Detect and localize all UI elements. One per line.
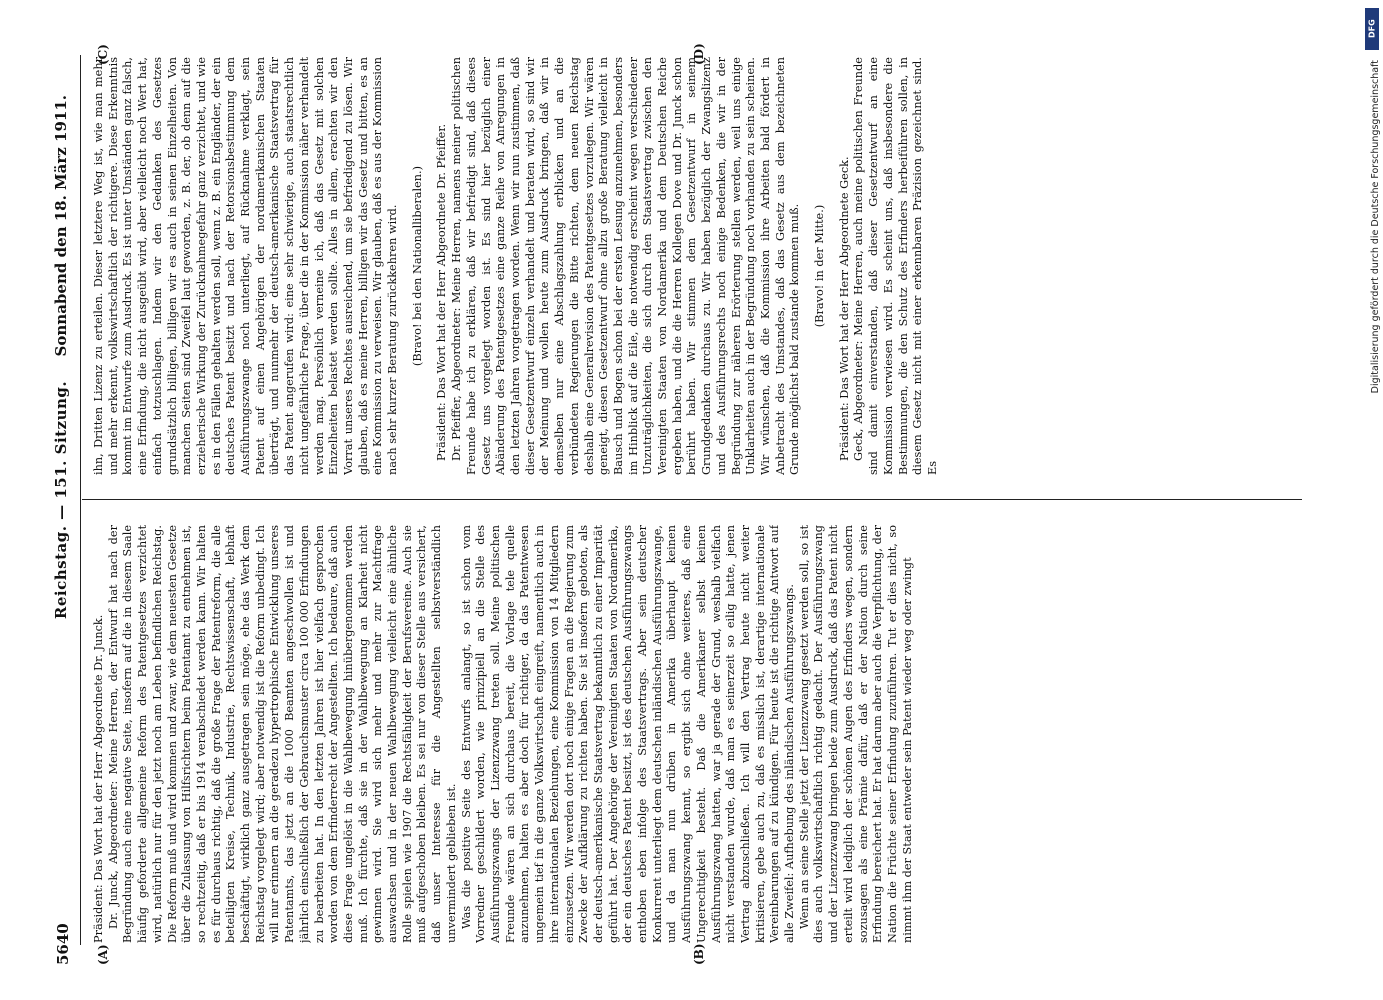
session-date: Sonnabend den 18. März 1911.	[51, 95, 70, 357]
digitization-credit: Digitalisierung gefördert durch die Deutsche Forschungsgemeinschaft	[1370, 60, 1381, 394]
margin-mark-a: (A)	[95, 944, 110, 965]
page-header	[52, 35, 82, 965]
paragraph: Präsident: Das Wort hat der Herr Abgeordnete Dr. Pfeiffer.	[434, 123, 448, 461]
paragraph: Dr. Pfeiffer, Abgeordneter: Meine Herren, namens meiner politischen Freunde habe ich zu erklären, daß wir befriedigt sind, daß dieses Gesetz uns vorgelegt worden ist. Es sind hier bezüglich einer Abänderung des Patentgesetzes eine ganze Reihe von Anregungen in den letzten Jahren vorgetragen worden. Wenn wir nun zustimmen, daß dieser Gesetzentwurf einzeln verhandelt und beraten wird, so sind wir der Meinung und wollen heute zum Ausdruck bringen, daß wir in demselben nur eine Abschlagszahlung erblicken und an die verbündeten Regierungen die Bitte richten, dem neuen Reichstag deshalb eine Generalrevision des Patentgesetzes vorzulegen. Wir wären geneigt, diesen Gesetzentwurf ohne allzu große Beratung vielleicht in Bausch und Bogen schon bei der ersten Lesung anzunehmen, besonders im Hinblick auf die Eile, die notwendig erscheint wegen verschiedener Unzuträglichkeiten, die sich durch den Staatsvertrag zwischen den Vereinigten Staaten von Nordamerika und dem Deutschen Reiche ergeben haben, und die die Herren Kollegen Dove und Dr. Junck schon berührt haben. Wir stimmen dem Gesetzentwurf in seinem Grundgedanken durchaus zu. Wir haben bezüglich der Zwangslizenz und des Ausführungsrechts noch einige Bedenken, die wir in der Begründung zur näheren Erörterung stellen werden, weil uns einige Unklarheiten auch in der Begründung noch vorhanden zu sein scheinen. Wir wünschen, daß die Kommission ihre Arbeiten bald fördert in Anbetracht des Umstandes, daß das Gesetz aus dem bezeichneten Grunde möglichst bald zustande kommen muß.	[449, 57, 801, 475]
dfg-logo: DFG	[1365, 8, 1379, 50]
paragraph: Dr. Junck, Abgeordneter: Meine Herren, der Entwurf hat nach der Begründung auch eine negative Seite, insofern auf die in diesem Saale häufig geforderte allgemeine Reform des Patentgesetzes verzichtet wird, natürlich nur für den jetzt noch am Leben befindlichen Reichstag. Die Reform muß und wird kommen und zwar, wie dem neuesten Gesetze über die Zulassung von Hilfsrichtern beim Patentamt zu entnehmen ist, so rechtzeitig, daß er bis 1914 verabschiedet werden kann. Wir halten es für durchaus richtig, daß die große Frage der Patentreform, die alle beteiligten Kreise, Technik, Industrie, Rechtswissenschaft, lebhaft beschäftigt, wirklich ganz ausgetragen sein möge, ehe das Werk dem Reichstag vorgelegt wird; aber notwendig ist die Reform unbedingt. Ich will nur erinnern an die geradezu hypertrophische Entwicklung unseres Patentamts, das jetzt an die 1000 Beamten angeschwollen ist und jährlich einschließlich der Gebrauchsmuster circa 100 000 Erfindungen zu bearbeiten hat. In den letzten Jahren ist hier vielfach gesprochen worden von dem Erfinderrecht der Angestellten. Ich bedaure, daß auch diese Frage ungelöst in die Wahlbewegung hinübergenommen werden muß. Ich fürchte, daß sie in der Wahlbewegung an Klarheit nicht gewinnen wird. Sie wird sich mehr und mehr zur Machtfrage auswachsen und in der neuen Wahlbewegung vielleicht eine ähnliche Rolle spielen wie 1907 die Rechtsfähigkeit der Berufsvereine. Auch sie muß aufgeschoben bleiben. Es sei nur von dieser Stelle aus versichert, daß unser Interesse für die Angestellten selbstverständlich unvermindert geblieben ist.	[106, 525, 458, 943]
margin-mark-c: (C)	[95, 44, 110, 65]
right-column	[92, 57, 1292, 475]
paragraph: Geck, Abgeordneter: Meine Herren, auch meine politischen Freunde sind damit einverstanden, daß dieser Gesetzentwurf an eine Kommission verwiesen wird. Es scheint uns, daß insbesondere die Bestimmungen, die den Schutz des Erfinders herbeiführen sollen, in diesem Gesetz nicht mit einer erkennbaren Präzision gezeichnet sind. Es	[851, 57, 939, 475]
applause-note: (Bravo! in der Mitte.)	[812, 204, 826, 328]
left-column	[92, 525, 1292, 943]
paragraph: Präsident: Das Wort hat der Herr Abgeordnete Geck.	[837, 156, 851, 461]
margin-mark-d: (D)	[691, 43, 706, 65]
paragraph: Wenn an seine Stelle jetzt der Lizenzzwang gesetzt werden soll, so ist dies auch volkswirtschaftlich richtig gedacht. Der Ausführungszwang und der Lizenzzwang bringen beide zum Ausdruck, daß das Patent nicht erteilt wird lediglich der schönen Augen des Erfinders wegen, sondern sozusagen als eine Prämie dafür, daß er der Nation durch seine Erfindung bereichert hat. Er hat darum aber auch die Verpflichtung, der Nation die Früchte seiner Erfindung zuzuführen. Tut er dies nicht, so nimmt ihm der Staat entweder sein Patent wieder weg oder zwingt	[797, 525, 914, 943]
paragraph: Was die positive Seite des Entwurfs anlangt, so ist schon vom Vorredner geschildert worden, wie prinzipiell an die Stelle des Ausführungszwangs der Lizenzzwang treten soll. Meine politischen Freunde wären an sich durchaus bereit, die Vorlage tele quelle anzunehmen, halten es aber doch für richtiger, da das Patentwesen ungemein tief in die ganze Volkswirtschaft eingreift, namentlich auch in ihre internationalen Beziehungen, eine Kommission von 14 Mitgliedern einzusetzen. Wir werden dort noch einige Fragen an die Regierung zum Zwecke der Aufklärung zu richten haben. Sie ist insofern geboten, als der deutsch-amerikanische Staatsvertrag bekanntlich zu einer Imparität geführt hat. Der Angehörige der Vereinigten Staaten von Nordamerika, der ein deutsches Patent besitzt, ist des deutschen Ausführungszwangs enthoben eben infolge des Staatsvertrags. Aber sein deutscher Konkurrent unterliegt dem deutschen inländischen Ausführungszwange, und da man nun drüben in Amerika überhaupt keinen Ausführungszwang kennt, so ergibt sich ohne weiteres, daß eine Ungerechtigkeit besteht. Daß die Amerikaner selbst keinen Ausführungszwang hatten, war ja gerade der Grund, weshalb vielfach nicht verstanden wurde, daß man es seinerzeit so eilig hatte, jenen Vertrag abzuschließen. Ich will den Vertrag heute nicht weiter kritisieren, gebe auch zu, daß es misslich ist, derartige internationale Vereinbarungen auf zu kündigen. Für heute ist die richtige Antwort auf alle Zweifel: Aufhebung des inländischen Ausführungszwangs.	[459, 525, 796, 943]
header-rule	[80, 55, 81, 945]
page-title: Reichstag. — 151. Sitzung.	[51, 380, 70, 620]
applause-note: (Bravo! bei den Nationalliberalen.)	[410, 165, 424, 367]
page-number: 5640	[53, 923, 72, 965]
paragraph: ihn, Dritten Lizenz zu erteilen. Dieser letztere Weg ist, wie man mehr und mehr erkennt, volkswirtschaftlich der richtigere. Diese Erkenntnis kommt im Entwurfe zum Ausdruck. Es ist unter Umständen ganz falsch, eine Erfindung, die nicht ausgeübt wird, aber vielleicht noch Wert hat, einfach totzuschlagen. Indem wir den Gedanken des Gesetzes grundsätzlich billigen, billigen wir es auch in seinen Einzelheiten. Von manchen Seiten sind Zweifel laut geworden, z. B. der, ob denn auf die erzieherische Wirkung der Zurücknahmegefahr ganz verzichtet, und wie es in den Fällen gehalten werden soll, wenn z. B. ein Engländer, der ein deutsches Patent besitzt und nach der Retorsionsbestimmung dem Ausführungszwange noch unterliegt, auf Rücknahme verklagt, sein Patent auf einen Angehörigen der nordamerikanischen Staaten überträgt, und nunmehr der deutsch-amerikanische Staatsvertrag für das Patent angerufen wird: eine sehr schwierige, auch staatsrechtlich nicht ungefährliche Frage, über die in der Kommission näher verhandelt werden mag. Persönlich verneine ich, daß das Gesetz mit solchen Einzelheiten belastet werden sollte. Alles in allem, erachten wir den Vorrat unseres Rechtes ausreichend, um sie befriedigend zu lösen. Wir glauben, daß es meine Herren, billigen wir das Gesetz und bitten, es an eine Kommission zu verweisen. Wir glauben, daß es aus der Kommission nach sehr kurzer Beratung zurückkehren wird.	[91, 57, 399, 475]
margin-mark-b: (B)	[691, 943, 706, 965]
column-divider	[82, 499, 1302, 500]
paragraph: Präsident: Das Wort hat der Herr Abgeordnete Dr. Junck.	[91, 614, 105, 943]
document-page	[52, 35, 1332, 965]
